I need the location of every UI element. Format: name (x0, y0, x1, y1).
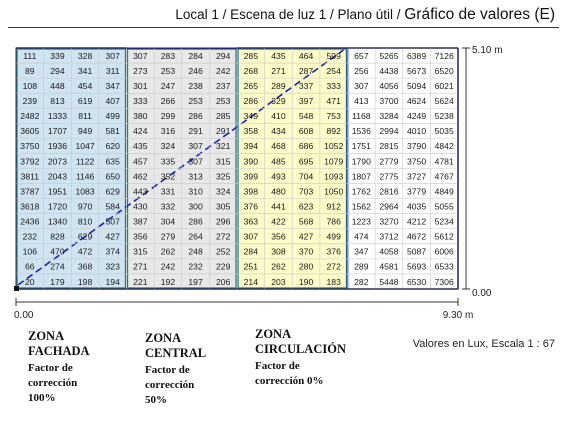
cell-value: 1536 (351, 126, 371, 137)
cell-value: 294 (50, 65, 65, 76)
cell-value: 266 (160, 96, 176, 107)
zone-circulacion-text-1: Factor de (255, 360, 300, 372)
cell-value: 238 (188, 80, 203, 91)
cell-value: 5265 (379, 50, 399, 61)
cell-value: 4010 (407, 126, 427, 137)
cell-value: 333 (133, 96, 148, 107)
cell-value: 3700 (379, 96, 399, 107)
cell-value: 256 (354, 65, 369, 76)
cell-value: 4056 (379, 80, 399, 91)
cell-value: 468 (271, 141, 286, 152)
zone-fachada-text-3: 100% (28, 392, 56, 404)
cell-value: 192 (160, 276, 176, 287)
cell-value: 3811 (20, 171, 40, 182)
cell-value: 1936 (47, 141, 67, 152)
cell-value: 321 (216, 141, 231, 152)
cell-value: 341 (77, 65, 93, 76)
cell-value: 2994 (379, 126, 399, 137)
cell-value: 313 (188, 171, 203, 182)
zone-circulacion-title (255, 327, 346, 357)
cell-value: 328 (77, 50, 93, 61)
cell-value: 284 (188, 50, 203, 61)
cell-value: 376 (326, 246, 341, 257)
cell-value: 282 (354, 276, 369, 287)
cell-value: 289 (271, 80, 286, 91)
cell-value: 703 (298, 186, 314, 197)
cell-value: 1168 (352, 111, 371, 122)
cell-value: 331 (160, 186, 176, 197)
cell-value: 1807 (351, 171, 371, 182)
cell-value: 443 (133, 186, 148, 197)
cell-value: 6520 (434, 65, 454, 76)
cell-value: 5094 (407, 80, 427, 91)
cell-value: 2779 (379, 156, 399, 167)
cell-value: 363 (243, 216, 258, 227)
cell-value: 20 (25, 276, 35, 287)
cell-value: 413 (354, 96, 369, 107)
zone-central-title-1: ZONA (145, 331, 182, 345)
cell-value: 380 (133, 111, 148, 122)
cell-value: 434 (271, 126, 286, 137)
cell-value: 499 (105, 111, 120, 122)
cell-value: 548 (298, 111, 314, 122)
cell-value: 3790 (407, 141, 427, 152)
cell-value: 232 (188, 261, 203, 272)
cell-value: 307 (188, 141, 203, 152)
cell-value: 268 (243, 65, 258, 76)
cell-value: 310 (188, 186, 203, 197)
cell-value: 308 (271, 246, 286, 257)
cell-value: 4212 (407, 216, 427, 227)
cell-value: 499 (326, 231, 341, 242)
cell-value: 1333 (47, 111, 67, 122)
cell-value: 272 (216, 231, 231, 242)
cell-value: 629 (105, 186, 120, 197)
cell-value: 4672 (407, 231, 427, 242)
cell-value: 3792 (20, 156, 40, 167)
cell-value: 324 (160, 141, 176, 152)
cell-value: 265 (243, 80, 258, 91)
cell-value: 108 (22, 80, 37, 91)
cell-value: 254 (326, 65, 341, 76)
cell-value: 474 (354, 231, 369, 242)
cell-value: 198 (77, 276, 93, 287)
cell-value: 5693 (407, 261, 427, 272)
cell-value: 912 (326, 201, 341, 212)
cell-value: 237 (216, 80, 231, 91)
cell-value: 307 (188, 156, 203, 167)
cell-value: 3284 (379, 111, 399, 122)
origin-marker (14, 286, 19, 291)
cell-value: 232 (22, 231, 37, 242)
cell-value: 4035 (407, 201, 427, 212)
cell-value: 329 (271, 96, 286, 107)
zone-fachada-text-2: corrección (28, 377, 78, 389)
cell-value: 358 (243, 126, 258, 137)
cell-value: 190 (298, 276, 314, 287)
cell-value: 970 (77, 201, 93, 212)
cell-value: 335 (160, 156, 176, 167)
cell-value: 315 (216, 156, 231, 167)
cell-value: 5087 (407, 246, 427, 257)
cell-value: 315 (133, 246, 148, 257)
cell-value: 448 (50, 80, 65, 91)
cell-value: 1751 (351, 141, 371, 152)
cell-value: 356 (271, 231, 286, 242)
zone-central-title-2: CENTRAL (145, 346, 207, 360)
cell-value: 608 (298, 126, 314, 137)
cell-value: 247 (160, 80, 176, 91)
cell-value: 283 (160, 50, 176, 61)
cell-value: 1707 (47, 126, 67, 137)
cell-value: 316 (160, 126, 176, 137)
cell-value: 1223 (351, 216, 371, 227)
cell-value: 657 (354, 50, 369, 61)
cell-value: 1052 (324, 141, 344, 152)
cell-value: 6533 (434, 261, 454, 272)
x-tick-start: 0.00 (14, 310, 34, 321)
cell-value: 686 (298, 141, 314, 152)
cell-value: 454 (77, 80, 93, 91)
cell-value: 279 (160, 231, 176, 242)
cell-value: 242 (216, 65, 231, 76)
cell-value: 387 (133, 216, 148, 227)
cell-value: 2775 (379, 171, 399, 182)
cell-value: 356 (133, 231, 148, 242)
cell-value: 620 (105, 141, 120, 152)
cell-value: 271 (133, 261, 148, 272)
cell-value: 509 (326, 50, 341, 61)
zone-central-text-3: 50% (145, 394, 167, 406)
cell-value: 3787 (20, 186, 40, 197)
cell-value: 584 (105, 201, 120, 212)
title-main: Gráfico de valores (E) (404, 6, 555, 23)
cell-value: 289 (354, 261, 369, 272)
cell-value: 471 (326, 96, 341, 107)
cell-value: 301 (133, 80, 148, 91)
cell-value: 695 (298, 156, 314, 167)
cell-value: 246 (188, 65, 203, 76)
cell-value: 324 (216, 186, 231, 197)
cell-value: 264 (188, 231, 203, 242)
cell-value: 3270 (379, 216, 399, 227)
cell-value: 311 (105, 65, 120, 76)
cell-value: 7306 (434, 276, 454, 287)
cell-value: 4624 (407, 96, 427, 107)
cell-value: 273 (133, 65, 148, 76)
cell-value: 619 (77, 96, 93, 107)
cell-value: 568 (298, 216, 314, 227)
zone-central-text-2: corrección (145, 379, 195, 391)
cell-value: 66 (25, 261, 35, 272)
cell-value: 347 (354, 246, 369, 257)
zone-fachada-title (28, 329, 90, 359)
cell-value: 253 (160, 65, 176, 76)
cell-value: 1047 (75, 141, 95, 152)
cell-value: 5673 (407, 65, 427, 76)
cell-value: 435 (133, 141, 148, 152)
cell-value: 286 (243, 96, 258, 107)
cell-value: 370 (298, 246, 314, 257)
cell-value: 262 (271, 261, 286, 272)
cell-value: 424 (133, 126, 148, 137)
cell-value: 485 (271, 156, 286, 167)
cell-value: 206 (216, 276, 231, 287)
cell-value: 337 (298, 80, 314, 91)
cell-value: 1762 (351, 186, 371, 197)
cell-value: 1093 (324, 171, 344, 182)
cell-value: 472 (77, 246, 93, 257)
cell-value: 5234 (434, 216, 454, 227)
cell-value: 6389 (407, 50, 427, 61)
cell-value: 811 (78, 111, 92, 122)
cell-value: 3605 (20, 126, 40, 137)
cell-value: 493 (271, 171, 286, 182)
cell-value: 253 (188, 96, 203, 107)
cell-value: 6530 (407, 276, 427, 287)
cell-value: 286 (188, 111, 203, 122)
cell-value: 214 (243, 276, 258, 287)
cell-value: 1050 (324, 186, 344, 197)
cell-value: 629 (77, 231, 93, 242)
cell-value: 307 (105, 50, 120, 61)
cell-value: 4849 (434, 186, 454, 197)
cell-value: 650 (105, 171, 120, 182)
cell-value: 2043 (47, 171, 67, 182)
cell-value: 4058 (379, 246, 399, 257)
cell-value: 1083 (75, 186, 95, 197)
cell-value: 296 (216, 216, 231, 227)
cell-value: 828 (50, 231, 65, 242)
cell-value: 89 (25, 65, 35, 76)
cell-value: 286 (188, 216, 203, 227)
cell-value: 242 (160, 261, 176, 272)
cell-value: 1340 (47, 216, 67, 227)
cell-value: 2816 (379, 186, 399, 197)
cell-value: 280 (298, 261, 314, 272)
cell-value: 581 (105, 126, 120, 137)
cell-value: 410 (271, 111, 286, 122)
zone-central-text (145, 363, 194, 408)
cell-value: 480 (271, 186, 286, 197)
cell-value: 323 (105, 261, 120, 272)
cell-value: 287 (298, 65, 314, 76)
cell-value: 291 (216, 126, 231, 137)
cell-value: 1146 (75, 171, 95, 182)
cell-value: 1122 (75, 156, 95, 167)
cell-value: 347 (105, 80, 120, 91)
cell-value: 203 (271, 276, 286, 287)
cell-value: 6021 (434, 80, 454, 91)
cell-value: 5055 (434, 201, 454, 212)
cell-value: 368 (77, 261, 93, 272)
cell-value: 374 (105, 246, 120, 257)
cell-value: 253 (216, 96, 231, 107)
cell-value: 813 (50, 96, 65, 107)
cell-value: 398 (243, 186, 258, 197)
zone-fachada-title-1: ZONA (28, 329, 65, 343)
zone-circulacion-text-2: corrección 0% (255, 375, 324, 387)
x-tick-end: 9.30 m (442, 310, 474, 321)
cell-value: 635 (105, 156, 120, 167)
cell-value: 5448 (379, 276, 399, 287)
cell-value: 394 (243, 141, 258, 152)
cell-value: 284 (243, 246, 258, 257)
cell-value: 239 (22, 96, 37, 107)
cell-value: 810 (77, 216, 93, 227)
title-prefix: Local 1 / Escena de luz 1 / Plano útil / (175, 7, 405, 22)
zone-central-title (145, 331, 206, 361)
cell-value: 194 (105, 276, 120, 287)
cell-value: 3618 (20, 201, 40, 212)
cell-value: 325 (216, 171, 231, 182)
y-tick-top: 5.10 m (472, 45, 503, 56)
cell-value: 1790 (351, 156, 371, 167)
zone-central-text-1: Factor de (145, 364, 190, 376)
cell-value: 753 (326, 111, 341, 122)
cell-value: 262 (160, 246, 176, 257)
cell-value: 4581 (379, 261, 399, 272)
cell-value: 5035 (434, 126, 454, 137)
cell-value: 892 (326, 126, 341, 137)
cell-value: 407 (105, 96, 120, 107)
cell-value: 949 (77, 126, 93, 137)
cell-value: 427 (105, 231, 120, 242)
cell-value: 464 (298, 50, 314, 61)
cell-value: 623 (298, 201, 314, 212)
cell-value: 229 (216, 261, 231, 272)
cell-value: 333 (326, 80, 341, 91)
cell-value: 285 (243, 50, 258, 61)
cell-value: 179 (50, 276, 65, 287)
cell-value: 272 (326, 261, 341, 272)
cell-value: 6006 (434, 246, 454, 257)
zone-fachada-title-2: FACHADA (28, 344, 90, 358)
cell-value: 5238 (434, 111, 454, 122)
cell-value: 274 (50, 261, 65, 272)
cell-value: 221 (133, 276, 148, 287)
zone-fachada-text-1: Factor de (28, 362, 73, 374)
cell-value: 470 (50, 246, 65, 257)
cell-value: 376 (243, 201, 258, 212)
cell-value: 5624 (434, 96, 454, 107)
cell-value: 1562 (351, 201, 371, 212)
zone-circulacion-title-1: ZONA (255, 327, 292, 341)
y-tick-bottom: 0.00 (472, 288, 492, 299)
cell-value: 271 (271, 65, 286, 76)
cell-value: 2073 (47, 156, 67, 167)
cell-value: 285 (216, 111, 231, 122)
cell-value: 3779 (407, 186, 427, 197)
cell-value: 462 (133, 171, 148, 182)
cell-value: 390 (243, 156, 258, 167)
cell-value: 3750 (407, 156, 427, 167)
cell-value: 4781 (434, 156, 454, 167)
cell-value: 307 (133, 50, 148, 61)
cell-value: 183 (326, 276, 341, 287)
cell-value: 3727 (407, 171, 427, 182)
cell-value: 1079 (324, 156, 344, 167)
cell-value: 4438 (379, 65, 399, 76)
cell-value: 4767 (434, 171, 454, 182)
cell-value: 435 (271, 50, 286, 61)
cell-value: 430 (133, 201, 148, 212)
cell-value: 422 (271, 216, 286, 227)
cell-value: 4842 (434, 141, 454, 152)
cell-value: 299 (160, 111, 176, 122)
cell-value: 305 (216, 201, 231, 212)
cell-value: 291 (188, 126, 203, 137)
cell-value: 427 (298, 231, 314, 242)
zone-circulacion-text (255, 359, 324, 389)
cell-value: 399 (243, 171, 258, 182)
cell-value: 251 (243, 261, 258, 272)
cell-value: 2964 (379, 201, 399, 212)
cell-value: 197 (188, 276, 203, 287)
cell-value: 307 (354, 80, 369, 91)
cell-value: 3712 (379, 231, 399, 242)
cell-value: 4249 (407, 111, 427, 122)
cell-value: 294 (216, 50, 231, 61)
cell-value: 507 (105, 216, 120, 227)
scale-note: Valores en Lux, Escala 1 : 67 (412, 338, 555, 350)
cell-value: 3750 (20, 141, 40, 152)
cell-value: 441 (271, 201, 286, 212)
cell-value: 339 (50, 50, 65, 61)
cell-value: 2436 (20, 216, 40, 227)
cell-value: 2482 (20, 111, 40, 122)
cell-value: 2815 (379, 141, 399, 152)
cell-value: 106 (22, 246, 37, 257)
cell-value: 349 (243, 111, 258, 122)
cell-value: 786 (326, 216, 341, 227)
zone-fachada-text (28, 361, 77, 406)
cell-value: 307 (243, 231, 258, 242)
zone-circulacion-title-2: CIRCULACIÓN (255, 342, 346, 356)
cell-value: 704 (298, 171, 314, 182)
cell-value: 5612 (434, 231, 454, 242)
cell-value: 7126 (434, 50, 454, 61)
cell-value: 352 (160, 171, 176, 182)
cell-value: 332 (160, 201, 176, 212)
cell-value: 457 (133, 156, 148, 167)
cell-value: 1720 (47, 201, 67, 212)
cell-value: 252 (216, 246, 231, 257)
cell-value: 248 (188, 246, 203, 257)
cell-value: 300 (188, 201, 203, 212)
cell-value: 304 (160, 216, 176, 227)
cell-value: 1951 (47, 186, 67, 197)
cell-value: 111 (23, 50, 37, 61)
cell-value: 397 (298, 96, 314, 107)
